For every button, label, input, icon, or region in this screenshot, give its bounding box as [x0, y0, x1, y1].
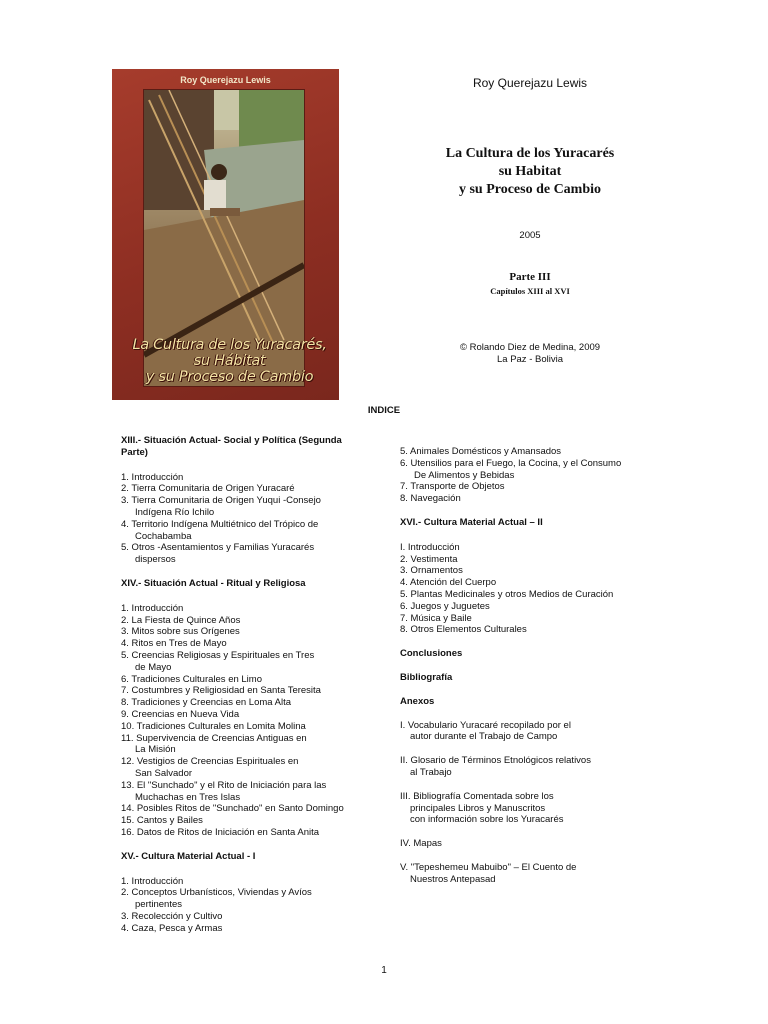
index-entry-line: 3. Tierra Comunitaria de Origen Yuqui -Consejo [121, 495, 321, 507]
index-entry [121, 483, 366, 495]
index-entry-line: 3. Mitos sobre sus Orígenes [121, 626, 240, 638]
copyright-line: © Rolando Diez de Medina, 2009 [459, 342, 601, 353]
author-name: Roy Querejazu Lewis [472, 76, 588, 90]
book-cover-image [112, 69, 339, 400]
index-entry [400, 446, 650, 458]
book-title [400, 145, 660, 199]
index-entry-line: 5. Otros -Asentamientos y Familias Yuracarés [121, 542, 315, 554]
annex-entry [400, 838, 650, 850]
index-entry-list [121, 603, 366, 839]
index-entry-line: 1. Introducción [121, 875, 184, 887]
index-entry [121, 674, 366, 686]
annex-entry [400, 755, 650, 779]
annex-entry [400, 791, 650, 826]
index-entry-line: Muchachas en Tres Islas [135, 791, 241, 803]
index-entry-line: 11. Supervivencia de Creencias Antiguas en [121, 732, 307, 744]
index-entry [121, 827, 366, 839]
copyright-line: La Paz - Bolivia [496, 354, 563, 365]
index-entry-line: 6. Utensilios para el Fuego, la Cocina, y el Consumo [400, 457, 622, 469]
index-entry [400, 554, 650, 566]
index-entry-line: 8. Navegación [400, 493, 461, 505]
index-entry [400, 481, 650, 493]
index-entry-line: 1. Introducción [121, 471, 184, 483]
index-entry [121, 733, 366, 757]
annex-entry-line: principales Libros y Manuscritos [410, 802, 546, 814]
index-entry-line: 5. Creencias Religiosas y Espirituales en Tres [121, 649, 315, 661]
index-entry-list [400, 446, 650, 505]
index-entry [121, 780, 366, 804]
index-entry [121, 685, 366, 697]
index-entry [121, 756, 366, 780]
index-entry-list [400, 542, 650, 636]
index-entry [121, 709, 366, 721]
index-entry-line: 7. Costumbres y Religiosidad en Santa Teresita [121, 685, 321, 697]
book-title-line: y su Proceso de Cambio [458, 182, 602, 197]
cover-title-line: y su Proceso de Cambio [145, 369, 314, 385]
section-title: XIV.- Situación Actual - Ritual y Religiosa [121, 577, 306, 589]
index-entry [121, 603, 366, 615]
index-entry-line: 14. Posibles Ritos de "Sunchado" en Santo Domingo [121, 803, 344, 815]
index-entry [400, 577, 650, 589]
index-entry [400, 589, 650, 601]
index-heading: INDICE [367, 405, 401, 416]
index-entry-line: 15. Cantos y Bailes [121, 815, 203, 827]
part-label: Parte III [509, 271, 551, 283]
index-entry-line: 1. Introducción [121, 602, 184, 614]
index-entry [121, 638, 366, 650]
index-entry [400, 542, 650, 554]
index-entry-line: 10. Tradiciones Culturales en Lomita Molina [121, 720, 306, 732]
index-entry-line: 6. Tradiciones Culturales en Limo [121, 673, 262, 685]
index-entry [121, 721, 366, 733]
annex-entry-line: al Trabajo [410, 766, 452, 778]
index-entry [121, 495, 366, 519]
book-title-line: La Cultura de los Yuracarés [445, 146, 615, 161]
index-entry-line: 6. Juegos y Juguetes [400, 600, 490, 612]
index-entry [400, 613, 650, 625]
chapters-label: Capítulos XIII al XVI [490, 286, 570, 296]
index-entry-line: dispersos [135, 554, 176, 566]
index-entry [121, 542, 366, 566]
index-entry [121, 472, 366, 484]
annex-entry [400, 720, 650, 744]
copyright-notice [400, 342, 660, 366]
index-entry [400, 493, 650, 505]
index-entry-line: 4. Caza, Pesca y Armas [121, 922, 223, 934]
cover-title [128, 337, 331, 385]
section-title: XIII.- Situación Actual- Social y Política (Segunda Parte) [121, 435, 342, 458]
index-entry-line: 13. El "Sunchado" y el Rito de Iniciación para las [121, 779, 327, 791]
cover-title-line: su Hábitat [193, 353, 266, 369]
index-entry-line: San Salvador [135, 767, 193, 779]
index-entry-line: 7. Transporte de Objetos [400, 481, 505, 493]
index-entry [121, 697, 366, 709]
index-entry [400, 624, 650, 636]
index-entry [400, 565, 650, 577]
index-entry-line: 2. Tierra Comunitaria de Origen Yuracaré [121, 483, 295, 495]
index-entry-line: 4. Territorio Indígena Multiétnico del Trópico de [121, 518, 319, 530]
index-entry-list [121, 876, 366, 935]
index-entry-line: 3. Ornamentos [400, 565, 463, 577]
index-entry-line: 4. Ritos en Tres de Mayo [121, 638, 227, 650]
index-entry-line: 8. Otros Elementos Culturales [400, 624, 527, 636]
cover-author: Roy Querejazu Lewis [180, 75, 271, 85]
annex-entry-line: IV. Mapas [400, 838, 442, 850]
index-entry-line: 2. Vestimenta [400, 553, 458, 565]
index-entry [121, 803, 366, 815]
index-entry-line: 2. La Fiesta de Quince Años [121, 614, 241, 626]
index-entry-list [121, 472, 366, 566]
index-entry-line: 4. Atención del Cuerpo [400, 577, 497, 589]
annex-entry-line: I. Vocabulario Yuracaré recopilado por el [400, 719, 571, 731]
annex-entry [400, 862, 650, 886]
index-right-column [400, 446, 650, 898]
index-entry-line: Cochabamba [135, 530, 192, 542]
publication-year: 2005 [519, 230, 541, 241]
annex-entry-line: V. "Tepeshemeu Mabuibo" – El Cuento de [400, 861, 577, 873]
annex-entry-line: con información sobre los Yuracarés [410, 814, 564, 826]
index-entry-line: 16. Datos de Ritos de Iniciación en Santa Anita [121, 826, 320, 838]
index-entry-line: de Mayo [135, 661, 172, 673]
index-entry-line: 9. Creencias en Nueva Vida [121, 708, 240, 720]
index-entry [400, 458, 650, 482]
index-entry-line: 5. Plantas Medicinales y otros Medios de Curación [400, 588, 614, 600]
page-number: 1 [381, 965, 387, 976]
annexes-heading: Anexos [400, 695, 435, 707]
index-entry-line: 3. Recolección y Cultivo [121, 910, 223, 922]
book-title-line: su Habitat [498, 164, 562, 179]
index-left-column [121, 435, 366, 946]
index-entry-line: 2. Conceptos Urbanísticos, Viviendas y Avíos [121, 887, 312, 899]
index-entry-line: pertinentes [135, 899, 183, 911]
index-entry-line: 5. Animales Domésticos y Amansados [400, 446, 562, 457]
index-entry [121, 815, 366, 827]
index-entry [121, 615, 366, 627]
index-entry-line: 8. Tradiciones y Creencias en Loma Alta [121, 697, 292, 709]
index-entry [400, 601, 650, 613]
index-entry [121, 923, 366, 935]
index-entry [121, 876, 366, 888]
index-entry [121, 887, 366, 911]
annex-entry-line: III. Bibliografía Comentada sobre los [400, 790, 554, 802]
index-entry [121, 519, 366, 543]
index-entry [121, 911, 366, 923]
bibliography-heading: Bibliografía [400, 671, 453, 683]
index-entry-line: 12. Vestigios de Creencias Espirituales en [121, 756, 299, 768]
index-entry [121, 650, 366, 674]
annex-entry-line: Nuestros Antepasad [410, 873, 496, 885]
section-title: XV.- Cultura Material Actual - I [121, 850, 256, 862]
index-entry-line: La Misión [135, 744, 176, 756]
index-entry-line: De Alimentos y Bebidas [414, 469, 515, 481]
index-entry [121, 626, 366, 638]
index-entry-line: Indígena Río Ichilo [135, 506, 215, 518]
annex-entry-line: II. Glosario de Términos Etnológicos relativos [400, 755, 591, 767]
index-entry-line: I. Introducción [400, 541, 460, 553]
section-title: XVI.- Cultura Material Actual – II [400, 516, 543, 528]
index-entry-line: 7. Música y Baile [400, 612, 472, 624]
annex-entry-line: autor durante el Trabajo de Campo [410, 731, 558, 743]
cover-title-line: La Cultura de los Yuracarés, [132, 337, 327, 353]
conclusions-heading: Conclusiones [400, 648, 463, 660]
